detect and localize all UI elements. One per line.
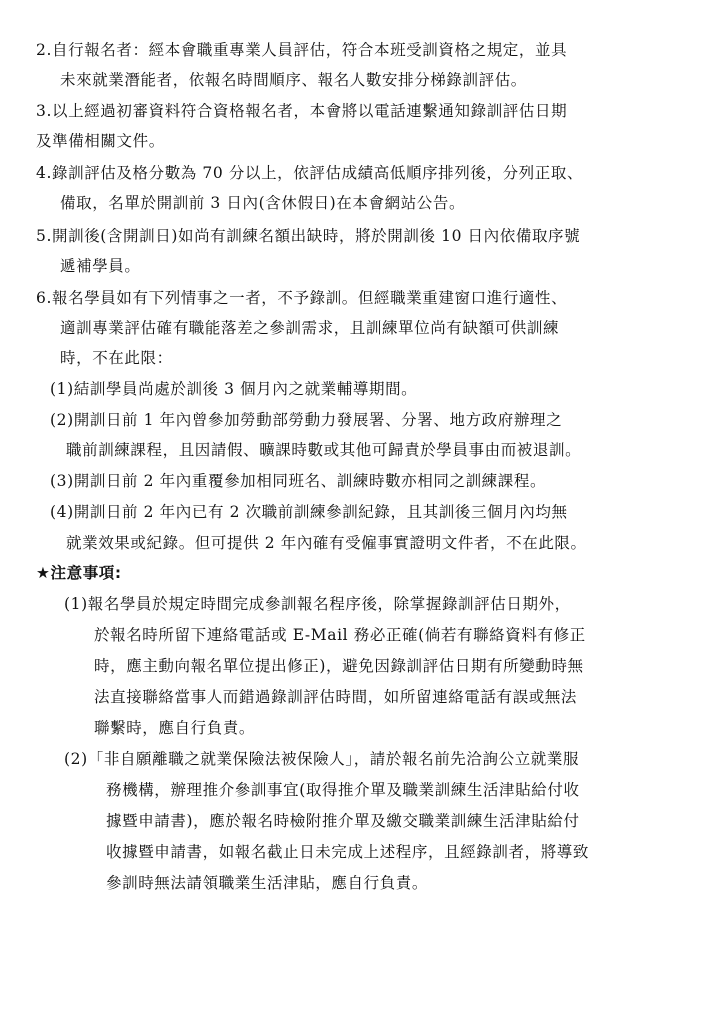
item-6-line-3: 時，不在此限： (60, 349, 173, 367)
note-2-line-4: 收據暨申請書，如報名截止日未完成上述程序，且經錄訓者，將導致 (106, 843, 590, 861)
subitem-2-line-1: (2)開訓日前 1 年內曾參加勞動部勞動力發展署、分署、地方政府辦理之 (50, 411, 563, 429)
item-3-line-2: 及準備相關文件。 (36, 132, 165, 150)
subitem-4-line-1: (4)開訓日前 2 年內已有 2 次職前訓練參訓紀錄，且其訓後三個月內均無 (50, 503, 568, 521)
item-4-line-2: 備取，名單於開訓前 3 日內(含休假日)在本會網站公告。 (60, 194, 466, 212)
item-5-line-2: 遞補學員。 (60, 257, 141, 275)
note-1-line-3: 時，應主動向報名單位提出修正)，避免因錄訓評估日期有所變動時無 (94, 657, 584, 675)
note-2-line-2: 務機構，辦理推介參訓事宜(取得推介單及職業訓練生活津貼給付收 (106, 781, 580, 799)
note-1-line-4: 法直接聯絡當事人而錯過錄訓評估時間，如所留連絡電話有誤或無法 (94, 688, 578, 706)
note-2-line-3: 據暨申請書)，應於報名時檢附推介單及繳交職業訓練生活津貼給付 (106, 812, 580, 830)
item-6-line-1: 6.報名學員如有下列情事之一者，不予錄訓。但經職業重建窗口進行適性、 (36, 289, 568, 307)
item-4-line-1: 4.錄訓評估及格分數為 70 分以上，依評估成績高低順序排列後，分列正取、 (36, 164, 584, 182)
note-2-line-1: (2)「非自願離職之就業保險法被保險人」，請於報名前先洽詢公立就業服 (64, 750, 580, 768)
subitem-2-line-2: 職前訓練課程，且因請假、曠課時數或其他可歸責於學員事由而被退訓。 (66, 441, 582, 459)
notes-heading: ★注意事項: (36, 564, 122, 582)
item-2-line-1: 2.自行報名者：經本會職重專業人員評估，符合本班受訓資格之規定，並具 (36, 41, 568, 59)
subitem-3-line-1: (3)開訓日前 2 年內重覆參加相同班名、訓練時數亦相同之訓練課程。 (50, 472, 547, 490)
item-5-line-1: 5.開訓後(含開訓日)如尚有訓練名額出缺時，將於開訓後 10 日內依備取序號 (36, 227, 581, 245)
item-6-line-2: 適訓專業評估確有職能落差之參訓需求，且訓練單位尚有缺額可供訓練 (60, 319, 560, 337)
item-2-line-2: 未來就業潛能者，依報名時間順序、報名人數安排分梯錄訓評估。 (60, 71, 527, 89)
item-3-line-1: 3.以上經過初審資料符合資格報名者，本會將以電話連繫通知錄訓評估日期 (36, 102, 568, 120)
subitem-1-line-1: (1)結訓學員尚處於訓後 3 個月內之就業輔導期間。 (50, 380, 418, 398)
note-1-line-1: (1)報名學員於規定時間完成參訓報名程序後，除掌握錄訓評估日期外， (64, 595, 571, 613)
note-1-line-2: 於報名時所留下連絡電話或 E-Mail 務必正確(倘若有聯絡資料有修正 (94, 626, 586, 644)
subitem-4-line-2: 就業效果或紀錄。但可提供 2 年內確有受僱事實證明文件者，不在此限。 (66, 534, 587, 552)
note-1-line-5: 聯繫時，應自行負責。 (94, 719, 256, 737)
note-2-line-5: 參訓時無法請領職業生活津貼，應自行負責。 (106, 874, 429, 892)
